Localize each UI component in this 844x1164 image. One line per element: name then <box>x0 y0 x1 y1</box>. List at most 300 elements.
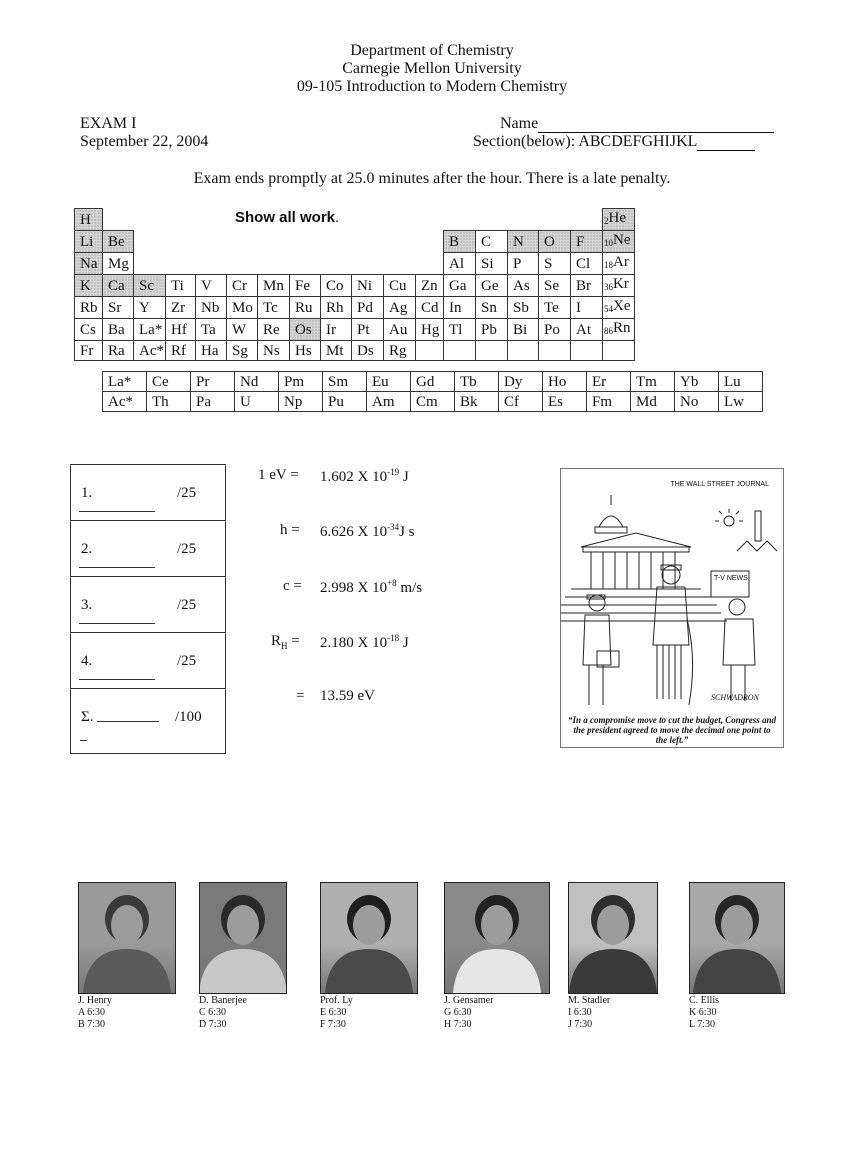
element-cell <box>103 275 134 297</box>
element-cell: Tb <box>455 372 499 392</box>
instructor-label <box>568 995 610 1031</box>
element-cell <box>75 209 103 231</box>
element-symbol: Cs <box>80 321 96 338</box>
element-cell <box>603 319 635 341</box>
empty-cell <box>166 231 196 253</box>
element-cell <box>227 297 258 319</box>
element-symbol: Rn <box>613 320 631 336</box>
element-cell: No <box>675 392 719 412</box>
element-cell <box>508 253 539 275</box>
element-symbol: He <box>608 210 626 226</box>
h-lhs: h = <box>280 522 300 538</box>
show-all-work-instruction <box>235 209 339 226</box>
person-silhouette <box>690 883 784 993</box>
element-cell: Cm <box>411 392 455 412</box>
exam-date: September 22, 2004 <box>80 133 209 150</box>
question-points: /25 <box>177 485 197 501</box>
empty-cell <box>571 209 603 231</box>
rh-subscript: H <box>281 641 288 651</box>
instructor-photo <box>444 882 550 994</box>
element-symbol: Mn <box>263 277 284 294</box>
name-field[interactable] <box>500 115 774 133</box>
h-unit: J s <box>399 524 415 540</box>
atomic-number: 36 <box>604 282 613 292</box>
instructor-label <box>199 995 247 1031</box>
element-symbol: Hg <box>421 321 440 338</box>
element-cell: Md <box>631 392 675 412</box>
element-symbol: Cl <box>576 255 591 272</box>
element-symbol: I <box>576 299 581 316</box>
element-symbol: O <box>544 233 555 250</box>
element-cell: Es <box>543 392 587 412</box>
element-cell: Pu <box>323 392 367 412</box>
question-number: 1. <box>81 485 93 501</box>
instructor-section: H 7:30 <box>444 1019 472 1030</box>
question-points: /25 <box>177 653 197 669</box>
element-symbol: Zr <box>171 299 186 316</box>
element-symbol: La* <box>139 321 163 338</box>
constant-c <box>283 578 423 596</box>
element-cell <box>134 297 166 319</box>
element-cell <box>196 319 227 341</box>
element-symbol: Xe <box>613 298 631 314</box>
element-cell <box>75 253 103 275</box>
element-cell: Th <box>147 392 191 412</box>
element-cell <box>352 297 384 319</box>
ev-exponent: -19 <box>387 467 400 477</box>
element-symbol: Ra <box>108 342 125 359</box>
instructor-label <box>444 995 493 1031</box>
table-row <box>75 253 635 275</box>
instructor-name: J. Henry <box>78 995 112 1006</box>
element-symbol: Po <box>544 321 560 338</box>
element-cell: Dy <box>499 372 543 392</box>
element-cell <box>571 297 603 319</box>
instructor-label <box>320 995 353 1031</box>
instructor-section: K 6:30 <box>689 1007 717 1018</box>
element-cell <box>321 341 352 361</box>
element-cell: Pa <box>191 392 235 412</box>
element-cell: Sm <box>323 372 367 392</box>
element-cell <box>384 297 416 319</box>
element-cell: Ac* <box>103 392 147 412</box>
element-cell <box>227 319 258 341</box>
element-cell <box>476 231 508 253</box>
empty-cell <box>416 253 444 275</box>
empty-cell <box>227 253 258 275</box>
empty-cell <box>134 209 166 231</box>
empty-cell <box>384 231 416 253</box>
element-cell <box>75 297 103 319</box>
element-cell <box>384 341 416 361</box>
element-symbol: Mo <box>232 299 253 316</box>
element-symbol: Hs <box>295 342 312 359</box>
element-symbol: Rh <box>326 299 344 316</box>
element-cell: Tm <box>631 372 675 392</box>
element-symbol: Au <box>389 321 408 338</box>
element-cell <box>166 275 196 297</box>
element-cell <box>258 341 290 361</box>
element-cell <box>134 341 166 361</box>
element-cell <box>352 319 384 341</box>
element-cell <box>196 297 227 319</box>
element-symbol: W <box>232 321 247 338</box>
periodic-table <box>74 208 635 361</box>
element-cell: Gd <box>411 372 455 392</box>
table-row <box>75 341 635 361</box>
c-exponent: +8 <box>387 578 397 588</box>
empty-cell <box>134 231 166 253</box>
empty-cell <box>444 209 476 231</box>
element-cell <box>416 297 444 319</box>
constant-ev <box>258 467 409 485</box>
element-cell <box>444 341 476 361</box>
element-cell <box>444 297 476 319</box>
element-cell <box>384 275 416 297</box>
element-symbol: Ar <box>613 254 629 270</box>
element-symbol: Tl <box>449 321 463 338</box>
question-number: Σ. <box>81 709 94 725</box>
element-cell <box>103 231 134 253</box>
empty-cell <box>476 209 508 231</box>
empty-cell <box>196 231 227 253</box>
header-university: Carnegie Mellon University <box>342 60 522 77</box>
element-symbol: Os <box>295 321 312 338</box>
element-cell: Np <box>279 392 323 412</box>
element-symbol: Ba <box>108 321 125 338</box>
element-cell <box>196 341 227 361</box>
element-cell <box>603 253 635 275</box>
score-blank[interactable] <box>79 511 155 512</box>
element-cell <box>290 275 321 297</box>
element-cell <box>258 319 290 341</box>
instructor-photo <box>78 882 176 994</box>
element-cell <box>539 319 571 341</box>
atomic-number: 10 <box>604 238 613 248</box>
element-cell <box>290 341 321 361</box>
element-symbol: Ha <box>201 342 219 359</box>
element-symbol: Ir <box>326 321 336 338</box>
instructor-section: E 6:30 <box>320 1007 347 1018</box>
element-symbol: Zn <box>421 277 438 294</box>
lanthanide-row <box>103 372 763 392</box>
person-silhouette <box>445 883 549 993</box>
score-blank[interactable] <box>79 623 155 624</box>
cartoon-sign: T-V NEWS <box>714 575 748 582</box>
element-symbol: S <box>544 255 553 272</box>
instructor-section: L 7:30 <box>689 1019 716 1030</box>
element-symbol: Na <box>80 255 98 272</box>
element-cell: Pm <box>279 372 323 392</box>
name-line <box>538 118 774 133</box>
element-symbol: Cu <box>389 277 407 294</box>
score-blank[interactable] <box>97 721 159 722</box>
element-cell <box>603 231 635 253</box>
element-symbol: C <box>481 233 492 250</box>
person-silhouette <box>79 883 175 993</box>
element-cell <box>227 275 258 297</box>
score-row <box>71 521 225 577</box>
element-symbol: Sn <box>481 299 497 316</box>
header-course: 09-105 Introduction to Modern Chemistry <box>296 78 568 95</box>
element-cell <box>416 319 444 341</box>
element-cell <box>476 275 508 297</box>
instructor-name: Prof. Ly <box>320 995 353 1006</box>
instructor-section: I 6:30 <box>568 1007 592 1018</box>
element-symbol: Rb <box>80 299 98 316</box>
cartoon-caption: “In a compromise move to cut the budget, Congress and the president agreed to move the decimal one point to the left.” <box>567 715 776 745</box>
table-row <box>75 209 635 231</box>
lanthanide-actinide-table <box>102 371 763 412</box>
element-cell: U <box>235 392 279 412</box>
element-cell: Lw <box>719 392 763 412</box>
element-symbol: Sb <box>513 299 529 316</box>
empty-cell <box>134 253 166 275</box>
element-cell <box>352 341 384 361</box>
element-cell <box>444 253 476 275</box>
element-cell <box>103 341 134 361</box>
cartoon-masthead: THE WALL STREET JOURNAL <box>670 481 769 488</box>
element-cell <box>196 275 227 297</box>
element-cell <box>103 319 134 341</box>
instructor-name: M. Stadler <box>568 995 611 1006</box>
element-symbol: Pb <box>481 321 497 338</box>
section-label: Section(below): ABCDEFGHIJKL <box>473 133 698 150</box>
instructor-photo <box>568 882 658 994</box>
element-symbol: Ni <box>357 277 372 294</box>
person-silhouette <box>569 883 657 993</box>
ev-unit: J <box>399 469 409 485</box>
score-row <box>71 689 225 744</box>
ev-value: 1.602 X 10 <box>320 469 388 485</box>
instructor-label <box>689 995 719 1031</box>
element-symbol: N <box>513 233 524 250</box>
rh-unit: J <box>399 635 409 651</box>
instructor-photo <box>320 882 418 994</box>
element-cell <box>134 275 166 297</box>
element-symbol: Sg <box>232 342 248 359</box>
element-cell <box>571 253 603 275</box>
instructor-section: B 7:30 <box>78 1019 105 1030</box>
element-cell <box>134 319 166 341</box>
element-symbol: Cd <box>421 299 439 316</box>
element-cell <box>227 341 258 361</box>
element-symbol: Co <box>326 277 344 294</box>
score-box <box>70 464 226 754</box>
element-cell <box>571 275 603 297</box>
element-cell <box>444 275 476 297</box>
element-cell: Lu <box>719 372 763 392</box>
element-cell: Ho <box>543 372 587 392</box>
element-symbol: V <box>201 277 212 294</box>
element-symbol: Ag <box>389 299 408 316</box>
element-cell <box>416 275 444 297</box>
empty-cell <box>166 253 196 275</box>
question-points: /25 <box>177 597 197 613</box>
element-cell <box>539 297 571 319</box>
empty-cell <box>352 209 384 231</box>
element-symbol: Re <box>263 321 280 338</box>
empty-cell <box>384 253 416 275</box>
element-cell <box>508 341 539 361</box>
score-row <box>71 465 225 521</box>
empty-cell <box>352 253 384 275</box>
rh-exponent: -18 <box>387 633 400 643</box>
h-exponent: -34 <box>387 522 400 532</box>
empty-cell <box>290 253 321 275</box>
element-cell <box>416 341 444 361</box>
element-symbol: Mt <box>326 342 344 359</box>
element-symbol: Fr <box>80 342 94 359</box>
rh2-lhs: = <box>296 688 305 704</box>
element-cell: Ce <box>147 372 191 392</box>
c-lhs: c = <box>283 578 302 594</box>
constant-rh-ev <box>296 688 375 705</box>
element-cell <box>75 341 103 361</box>
element-cell <box>75 319 103 341</box>
element-symbol: Ru <box>295 299 313 316</box>
element-cell <box>103 297 134 319</box>
element-symbol: Ti <box>171 277 184 294</box>
question-number: 2. <box>81 541 93 557</box>
cartoon-drawing <box>561 469 783 713</box>
atomic-number: 2 <box>604 216 609 226</box>
empty-cell <box>539 209 571 231</box>
element-cell: Fm <box>587 392 631 412</box>
table-row <box>75 319 635 341</box>
question-number: 3. <box>81 597 93 613</box>
element-cell <box>508 297 539 319</box>
element-cell <box>508 231 539 253</box>
show-work-text: Show all work <box>235 209 336 226</box>
empty-cell <box>258 231 290 253</box>
element-cell <box>258 275 290 297</box>
table-row <box>75 297 635 319</box>
element-cell <box>444 319 476 341</box>
wsj-cartoon <box>560 468 784 748</box>
element-cell: Eu <box>367 372 411 392</box>
empty-cell <box>290 231 321 253</box>
empty-cell <box>416 209 444 231</box>
element-cell <box>603 297 635 319</box>
element-cell <box>476 319 508 341</box>
score-tick <box>80 740 87 741</box>
element-symbol: Hf <box>171 321 187 338</box>
element-symbol: Ga <box>449 277 467 294</box>
element-symbol: In <box>449 299 462 316</box>
element-symbol: Tc <box>263 299 278 316</box>
empty-cell <box>103 209 134 231</box>
element-symbol: At <box>576 321 591 338</box>
element-symbol: Ne <box>613 232 631 248</box>
element-cell <box>321 297 352 319</box>
element-symbol: Sc <box>139 277 154 294</box>
constant-h <box>280 522 415 540</box>
element-cell: Yb <box>675 372 719 392</box>
section-field[interactable] <box>473 133 755 151</box>
element-cell <box>384 319 416 341</box>
cartoon-signature: SCHWADRON <box>711 693 759 702</box>
element-symbol: Ns <box>263 342 280 359</box>
element-cell <box>603 209 635 231</box>
instructor-photo <box>199 882 287 994</box>
element-cell <box>508 275 539 297</box>
element-cell: Nd <box>235 372 279 392</box>
element-cell <box>290 297 321 319</box>
element-cell: Am <box>367 392 411 412</box>
rh2-value: 13.59 eV <box>320 688 375 704</box>
element-cell: Pr <box>191 372 235 392</box>
element-cell <box>539 275 571 297</box>
element-cell <box>603 341 635 361</box>
element-cell <box>75 275 103 297</box>
score-blank[interactable] <box>79 679 155 680</box>
element-cell <box>290 319 321 341</box>
element-symbol: Pt <box>357 321 370 338</box>
element-cell: La* <box>103 372 147 392</box>
element-symbol: Si <box>481 255 494 272</box>
element-cell <box>539 231 571 253</box>
instructor-photo <box>689 882 785 994</box>
element-cell <box>321 275 352 297</box>
element-cell <box>571 231 603 253</box>
instructor-label <box>78 995 112 1031</box>
element-cell <box>166 319 196 341</box>
element-cell <box>603 275 635 297</box>
element-cell <box>166 297 196 319</box>
empty-cell <box>416 231 444 253</box>
constant-rh <box>271 633 409 651</box>
rh-value: 2.180 X 10 <box>320 635 388 651</box>
c-unit: m/s <box>396 580 423 596</box>
element-symbol: Te <box>544 299 559 316</box>
empty-cell <box>196 253 227 275</box>
element-cell <box>539 253 571 275</box>
element-cell <box>258 297 290 319</box>
empty-cell <box>258 253 290 275</box>
instructor-section: A 6:30 <box>78 1007 105 1018</box>
element-symbol: Cr <box>232 277 247 294</box>
instructor-section: F 7:30 <box>320 1019 346 1030</box>
atomic-number: 54 <box>604 304 613 314</box>
empty-cell <box>508 209 539 231</box>
c-value: 2.998 X 10 <box>320 580 388 596</box>
element-symbol: Rf <box>171 342 186 359</box>
element-symbol: Fe <box>295 277 310 294</box>
question-number: 4. <box>81 653 93 669</box>
element-symbol: Rg <box>389 342 407 359</box>
element-symbol: Ta <box>201 321 216 338</box>
table-row <box>75 231 635 253</box>
score-blank[interactable] <box>79 567 155 568</box>
element-cell <box>476 297 508 319</box>
element-symbol: B <box>449 233 460 250</box>
element-symbol: Mg <box>108 255 129 272</box>
show-work-period: . <box>335 209 340 226</box>
element-symbol: Y <box>139 299 150 316</box>
actinide-row <box>103 392 763 412</box>
ev-lhs: 1 eV = <box>258 467 299 483</box>
element-cell <box>321 319 352 341</box>
person-silhouette <box>321 883 417 993</box>
element-symbol: H <box>80 211 91 228</box>
instructor-section: C 6:30 <box>199 1007 226 1018</box>
element-symbol: Pd <box>357 299 373 316</box>
instructor-name: J. Gensamer <box>444 995 494 1006</box>
element-cell <box>166 341 196 361</box>
element-cell <box>508 319 539 341</box>
empty-cell <box>166 209 196 231</box>
